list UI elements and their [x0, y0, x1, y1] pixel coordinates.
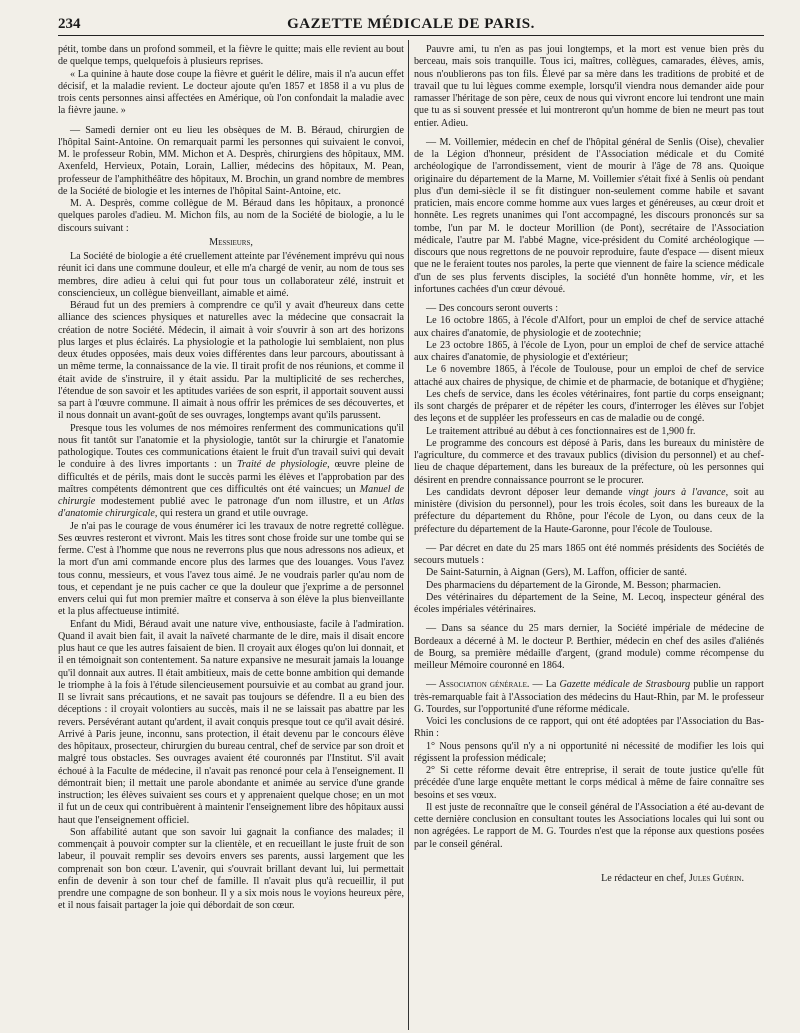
right-column	[414, 44, 764, 1021]
editor-name: Jules Guérin.	[688, 872, 744, 884]
text-run: , œuvre pleine de difficultés et de périls, mais dont le succès parmi les élèves et l'approbation par des maîtres compétents démontrent que ces difficultés ont été vaincues; un	[58, 459, 404, 495]
italic-phrase: vingt jours à l'avance	[628, 486, 726, 498]
paragraph: Les chefs de service, dans les écoles vétérinaires, font partie du corps enseignant; ils sont chargés de préparer et de répéter les cours, d'interroger les élèves sur l'objet des leçons et de suppléer les professeurs en cas de maladie ou de congé.	[414, 388, 764, 425]
paragraph: La Société de biologie a été cruellement atteinte par l'événement imprévu qui nous réunit ici dans une commune douleur, et elle m'a chargé de venir, au nom de tous ses membres, dire adieu à celui qui fut pour tous un collaborateur zélé, instruit et consciencieux, un collègue bienveillant, aimable et aimé.	[58, 251, 404, 299]
paragraph: Le 16 octobre 1865, à l'école d'Alfort, pour un emploi de chef de service attaché aux chaires d'anatomie, de physiologie et de zootechnie;	[414, 315, 764, 339]
text-run: modestement publié avec le patronage d'un nom illustre, et un	[95, 496, 384, 507]
text-run: , qui restera un grand et utile ouvrage.	[154, 508, 309, 520]
paragraph: De Saint-Saturnin, à Aignan (Gers), M. Laffon, officier de santé.	[426, 567, 687, 579]
paragraph: « La quinine à haute dose coupe la fièvre et guérit le délire, mais il n'a aucun effet décisif, et la maladie revient. Le docteur ajoute qu'en 1857 et 1858 il a vu plus de trois cents personnes ainsi affectées en Amérique, où l'on confondait la maladie avec la fièvre jaune. »	[58, 68, 404, 117]
text-run: — La	[529, 679, 560, 691]
book-title: Manuel de chirurgie	[58, 483, 404, 507]
book-title: Traité de physiologie	[236, 459, 328, 471]
paragraph: Son affabilité autant que son savoir lui gagnait la confiance des malades; il commençait à pouvoir compter sur la clientèle, et en recueillant le juste fruit de son labeur, il pouvait remplir ses devoirs envers ses parents, aussi largement que les comprenait son bon cœur. L'avenir, qui s'ouvrait brillant devant lui, lui permettait enfin de devenir à son tour chef de famille. Il n'avait plus qu'à recueillir, il put prendre une compagne de son bonheur. Il y a six mois nous le voyions heureux père, et il nous faisait partager la joie qui débordait de son cœur.	[58, 826, 404, 912]
journal-title: GAZETTE MÉDICALE DE PARIS.	[287, 16, 535, 32]
paragraph	[414, 679, 764, 716]
editor-signature	[414, 873, 764, 885]
paragraph: — Dans sa séance du 25 mars dernier, la Société impériale de médecine de Bordeaux a décerné à M. le docteur P. Berthier, médecin en chef des asiles d'aliénés de Bourg, sa première médaille d'argent, (grand module) comme récompense du meilleur Mémoire couronné en 1864.	[414, 623, 764, 671]
journal-name: Gazette médicale de Strasbourg	[559, 679, 691, 691]
paragraph: Béraud fut un des premiers à comprendre ce qu'il y avait d'heureux dans cette alliance des sciences physiques et naturelles avec la médecine que consacrait la création de notre Société. Médecin, il aimait à voir s'ouvrir à son art des horizons plus larges et plus éclairés. La physiologie et la pathologie lui semblaient, non plus deux études opposées, mais deux voies différentes dans leur parcours, aboutissant à un même terme, la connaissance de la vie. Il tirait profit de nos réunions, et comme il était avide de s'instruire, il y était assidu. Par la multiplicité de ses recherches, l'étendue de son savoir et les aptitudes variées de son esprit, il apportait souvent aussi sa part à l'œuvre commune. Il aimait à nous offrir les prémices de ses découvertes, et il nous donnait un avant-goût de ses ouvrages, longtemps avant qu'ils parussent.	[58, 300, 404, 422]
text-run: publie un rapport très-remarquable fait à l'Association des médecins du Haut-Rhin, par M. le professeur G. Tourdes, sur l'opportunité d'une réforme médicale.	[414, 679, 764, 715]
paragraph: Le traitement attribué au début à ces fonctionnaires est de 1,900 fr.	[426, 425, 696, 437]
paragraph: M. A. Desprès, comme collègue de M. Béraud dans les hôpitaux, a prononcé quelques paroles d'adieu. M. Michon fils, au nom de la Société de biologie, a lu le discours suivant :	[58, 198, 404, 234]
list-item: 2° Si cette réforme devait être entreprise, il serait de toute justice qu'elle fût précédée d'une large enquête mettant le corps médical à même de faire connaître ses besoins et ses vœux.	[414, 765, 764, 801]
text-run: Les candidats devront déposer leur demande	[426, 486, 629, 498]
salutation: Messieurs,	[209, 236, 253, 248]
signature-prefix: Le rédacteur en chef,	[601, 872, 689, 884]
page-number: 234	[58, 16, 81, 32]
paragraph: Enfant du Midi, Béraud avait une nature vive, enthousiaste, facile à l'admiration. Quand il avait bien fait, il avait la naïveté charmante de le dire, mais il disait encore plus haut ce que les autres faisaient de bien. Il croyait aux éloges qu'on lui donnait, et il en témoignait son contentement. Sa nature expansive ne mesurait jamais la louange qu'il donnait aux autres. Il était ambitieux, mais de cette bonne ambition qui demande le triomphe à la fois à l'étude silencieusement poursuivie et au combat au grand jour. Il se livrait sans précautions, et ne savait pas toujours se défendre. Il a eu bien des déceptions : il croyait volontiers au succès, mais il ne se laissait pas abattre par les revers. Persévérant autant qu'ardent, il avait conquis presque tout ce qu'il avait désiré. Arrivé à Paris jeune, inconnu, sans protection, il était devenu par le concours élève des hôpitaux, prosecteur, chirurgien du bureau central, chef de service par son droit et malgré tous obstacles. Ses ouvrages avaient été couronnés par l'Institut. S'il avait échoué à la Faculte de médecine, il n'avait pas renoncé pour cela à l'enseignement. Il démontrait bien; il mettait une parole abondante et animée au service d'une grande instruction; les élèves suivaient ses cours et y apprenaient quelque chose; en un mot il fut un de ceux qui contribuèrent à maintenir l'enseignement libre des hôpitaux aussi haut que l'enseignement officiel.	[58, 618, 404, 826]
paragraph: Le 23 octobre 1865, à l'école de Lyon, pour un emploi de chef de service attaché aux chaires d'anatomie, de physiologie et d'extérieur;	[414, 339, 764, 363]
paragraph: Il est juste de reconnaître que le conseil général de l'Association a été au-devant de cette dernière conclusion en consultant toutes les Associations locales qui lui sont ou non agrégées. Le rapport de M. G. Tourdes n'est que la réponse aux questions posées par le conseil général.	[414, 801, 764, 850]
paragraph: Le programme des concours est déposé à Paris, dans les bureaux du ministère de l'agriculture, du commerce et des travaux publics (division du personnel) et au chef-lieu de chaque département, dans les bureaux de la préfecture, où les personnes qui désirent en prendre connaissance pourront se le procurer.	[414, 437, 764, 486]
paragraph: — Des concours seront ouverts :	[426, 303, 559, 314]
paragraph: Pauvre ami, tu n'en as pas joui longtemps, et la mort est venue bien près du berceau, mais sois tranquille. Tous ici, maîtres, collègues, camarades, élèves, amis, nous n'oublierons pas ton fils. Élevé par sa mère dans les traditions de probité et de travail que tu lui lègues comme exemple, lorsqu'il viendra nous demander aide pour ramasser l'héritage de son père, ceux de nous qui vivront encore lui tendront une main que tu as si souvent pressée et lui montreront qu'un homme de bien ne meurt pas tout entier. Adieu.	[414, 44, 764, 129]
paragraph: Je n'ai pas le courage de vous énumérer ici les travaux de notre regretté collègue. Ses œuvres resteront et vivront. Mais les titres sont chose froide sur une tombe qui se ferme. C'est à l'homme que nous ne reverrons plus que nous adressons nos adieux, et la mort d'un ami commande encore plus des larmes que des louanges. Vous l'avez tous connu, messieurs, et vous l'avez tous aimé. Je ne voudrais parler qu'au nom de tous, et cependant je ne puis cacher ce que la douleur que j'exprime a de personnel envers celui qui fut mon premier maître et conserva à son élève la plus bienveillante et la plus affectueuse intimité.	[58, 520, 404, 618]
text-run: , et les infortunes cachées d'un cœur dévoué.	[414, 271, 764, 295]
text-run: — M. Voillemier, médecin en chef de l'hôpital général de Senlis (Oise), chevalier de la Légion d'honneur, président de l'Association médicale et du Comité archéologique de l'arrondissement, vient de mourir à l'âge de 78 ans. Quoique originaire du département de la Marne, M. Voillemier s'était fixé à Senlis où pendant plus d'un demi-siècle il se fit distinguer non-seulement comme habile et savant praticien, mais encore comme homme aux vues larges et généreuses, au cœur droit et honnête. Les regrets unanimes qui l'ont accompagné, les discours prononcés sur sa tombe, l'un par M. le docteur Morillion (de Pont), secrétaire de l'Association médicale, l'autre par M. l'abbé Magne, vice-président du Comité archéologique — discours que nous regrettons de ne pouvoir reproduire, faute d'espace — disent mieux que ne le feraient toutes nos paroles, la perte que viennent de faire la science médicale d'un de ses plus fervents disciples, la société d'un honnête homme,	[414, 136, 764, 283]
paragraph: Des pharmaciens du département de la Gironde, M. Besson; pharmacien.	[426, 579, 721, 591]
paragraph: Des vétérinaires du département de la Seine, M. Lecoq, inspecteur général des écoles impériales vétérinaires.	[414, 591, 764, 615]
book-title: Atlas d'anatomie chirurgicale	[58, 496, 404, 520]
paragraph	[414, 137, 764, 296]
page-header	[58, 14, 764, 36]
paragraph: — Par décret en date du 25 mars 1865 ont été nommés présidents des Sociétés de secours mutuels :	[414, 542, 764, 566]
text-run: , soit au ministère (division du personnel), pour les trois écoles, soit dans les bureaux de la préfecture du département du Rhône, pour l'école de Lyon, ou dans ceux de la préfecture du département de la Haute-Garonne, pour l'école de Toulouse.	[414, 486, 764, 535]
text-run: Presque tous les volumes de nos mémoires renferment des communications qu'il nous fit tantôt sur l'anatomie et la physiologie, tantôt sur la chirurgie et l'anatomie pathologique. Toutes ces communications étaient le fruit d'un travail suivi qui devait le conduire à des livres importants : un	[58, 422, 404, 471]
paragraph: — Samedi dernier ont eu lieu les obsèques de M. B. Béraud, chirurgien de l'hôpital Saint-Antoine. On remarquait parmi les personnes qui suivaient le convoi, M. le professeur Robin, MM. Michon et A. Desprès, chirurgiens des hôpitaux, MM. Axenfeld, Hervieux, Potain, Lorain, Lallier, médecins des hôpitaux, M. Pean, professeur de l'amphithéâtre des hôpitaux, M. Brochin, un grand nombre de membres de la Société de biologie et les internes de l'hôpital Saint-Antoine, etc.	[58, 124, 404, 197]
paragraph: Le 6 novembre 1865, à l'école de Toulouse, pour un emploi de chef de service attaché aux chaires de physique, de chimie et de pharmacie, de botanique et d'hygiène;	[414, 364, 764, 388]
paragraph: pétit, tombe dans un profond sommeil, et la fièvre le quitte; mais elle revient au bout de quelque temps, quelquefois à plusieurs reprises.	[58, 44, 404, 68]
list-item: 1° Nous pensons qu'il n'y a ni opportunité ni nécessité de modifier les lois qui régissent la profession médicale;	[414, 740, 764, 764]
paragraph	[414, 487, 764, 536]
section-heading: — Association générale.	[426, 679, 530, 691]
paragraph: Voici les conclusions de ce rapport, qui ont été adoptées par l'Association du Bas-Rhin :	[414, 716, 764, 740]
paragraph	[58, 423, 404, 521]
left-column	[58, 44, 404, 1021]
italic-word: vir	[720, 271, 732, 283]
article-columns	[58, 44, 764, 1021]
